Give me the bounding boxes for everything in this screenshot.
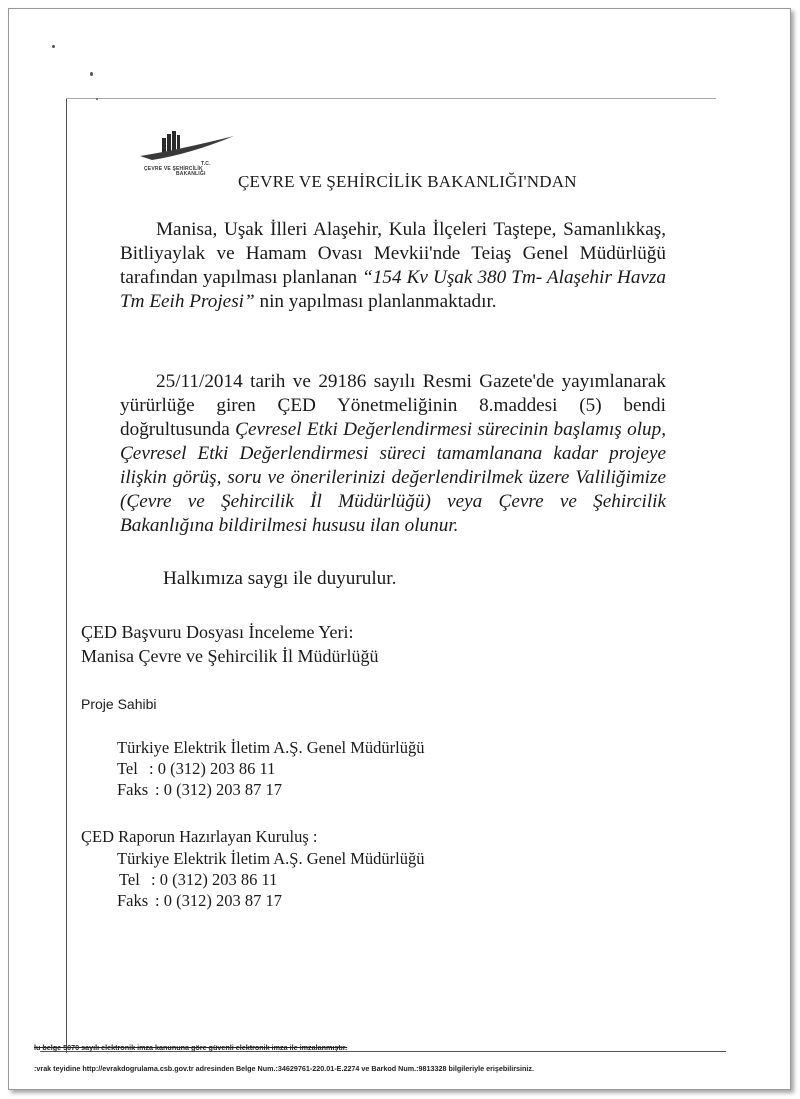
logo-line-2: ÇEVRE VE ŞEHİRCİLİK: [144, 166, 203, 172]
project-owner-tel: [117, 758, 425, 779]
logo-line-1: T.C.: [201, 161, 211, 167]
project-name: “154 Kv Uşak 380 Tm- Alaşehir Havza Tm Eeih Projesi”: [120, 267, 666, 312]
project-owner-label: Proje Sahibi: [81, 696, 157, 712]
scan-speck: [52, 45, 55, 48]
tel-label: Tel: [119, 870, 140, 889]
fax-value: : 0 (312) 203 87 17: [155, 891, 282, 910]
project-owner-fax: [117, 779, 425, 800]
logo-line-3: BAKANLIĞI: [176, 171, 206, 177]
para2-text: 25/11/2014 tarih ve 29186 sayılı Resmi Gazete'de yayımlanarak yürürlüğe giren ÇED Yönetmeliğinin 8.maddesi (5) bendi doğrultusunda: [120, 371, 666, 440]
scan-edge-left: [66, 98, 67, 1053]
project-owner-org: Türkiye Elektrik İletim A.Ş. Genel Müdürlüğü: [117, 738, 425, 757]
tel-value: : 0 (312) 203 86 11: [149, 759, 276, 778]
report-preparer-label: ÇED Raporun Hazırlayan Kuruluş :: [81, 827, 318, 846]
report-preparer-block: [117, 848, 425, 911]
report-preparer-org: Türkiye Elektrik İletim A.Ş. Genel Müdürlüğü: [117, 849, 425, 868]
closing-sentence: Halkımıza saygı ile duyurulur.: [163, 568, 397, 589]
document-verification-note: :vrak teyidine http://evrakdogrulama.csb.gov.tr adresinden Belge Num.:34629761-220.01-E.2274 ve Barkod Num.:9813328 bilgileriyle erişebilirsiniz.: [34, 1064, 535, 1073]
inspection-place-label: ÇED Başvuru Dosyası İnceleme Yeri:: [81, 622, 354, 642]
tel-value: : 0 (312) 203 86 11: [151, 870, 278, 889]
report-preparer-fax: [117, 890, 425, 911]
announcement-paragraph-1: [120, 218, 666, 314]
announcement-paragraph-2: [120, 370, 666, 538]
e-signature-note: lu belge 5070 sayılı elektronik imza kanununa göre güvenli elektronik imza ile imzalanmıştır.: [34, 1043, 348, 1052]
tel-label: Tel: [117, 759, 138, 778]
fax-value: : 0 (312) 203 87 17: [155, 780, 282, 799]
scan-edge-top: [66, 98, 716, 99]
para1-text-end: nin yapılması planlanmaktadır.: [259, 291, 497, 312]
scan-speck: [96, 98, 98, 100]
scan-speck: [90, 72, 93, 76]
para1-text: Manisa, Uşak İlleri Alaşehir, Kula İlçeleri Taştepe, Samanlıkkaş, Bitliyaylak ve Hamam Ovası Mevkii'nde Teiaş Genel Müdürlüğü tarafından yapılması planlanan: [120, 219, 666, 288]
fax-label: Faks: [117, 891, 149, 910]
ministry-emblem-icon: [138, 128, 238, 162]
inspection-place-value: Manisa Çevre ve Şehircilik İl Müdürlüğü: [81, 646, 379, 666]
fax-label: Faks: [117, 780, 149, 799]
document-page: [8, 8, 791, 1090]
document-heading: ÇEVRE VE ŞEHİRCİLİK BAKANLIĞI'NDAN: [238, 172, 577, 191]
report-preparer-tel: [117, 869, 425, 890]
ministry-logo: [138, 128, 238, 178]
para2-italic-text: Çevresel Etki Değerlendirmesi sürecinin başlamış olup, Çevresel Etki Değerlendirmesi süreci tamamlanana kadar projeye ilişkin görüş, soru ve önerilerinizi değerlendirilmek üzere Valiliğimize (Çevre ve Şehircilik İl Müdürlüğü) veya Çevre ve Şehircilik Bakanlığına bildirilmesi hususu ilan olunur.: [120, 419, 667, 536]
project-owner-block: [117, 737, 425, 800]
